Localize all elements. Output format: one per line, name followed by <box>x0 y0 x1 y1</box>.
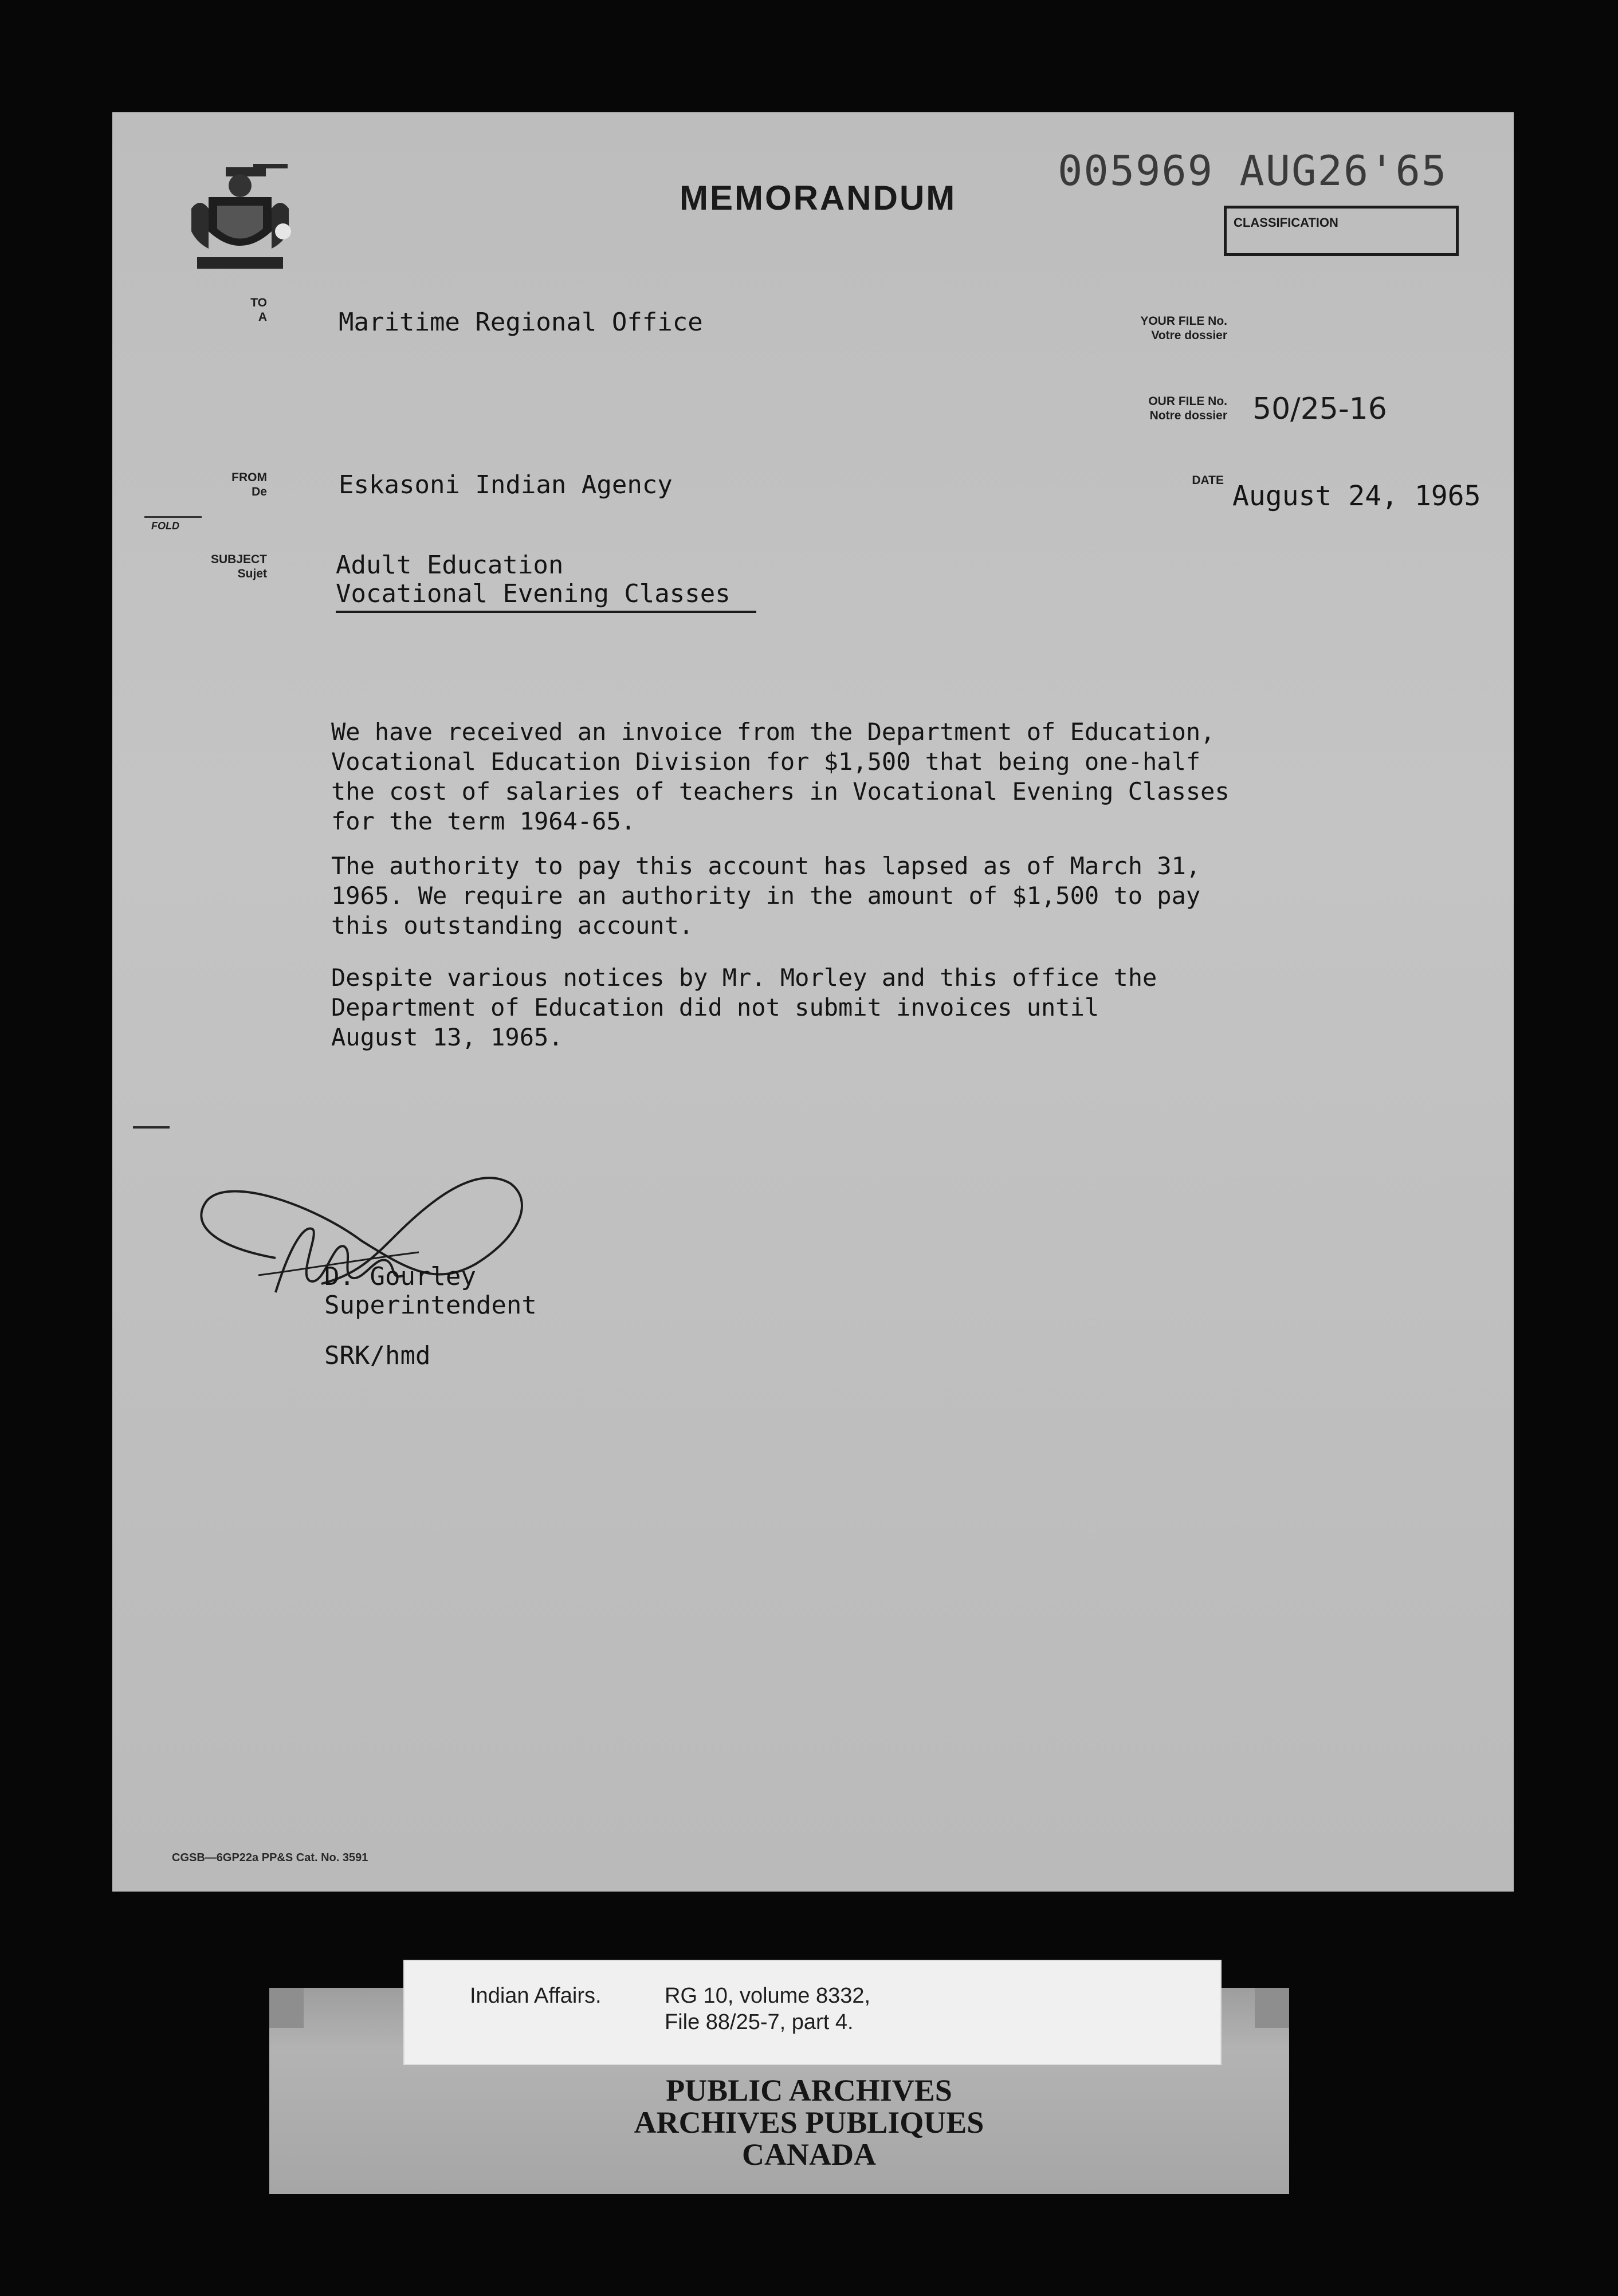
to-label-fr: A <box>258 310 267 324</box>
fold-mark <box>144 516 202 518</box>
margin-dash <box>133 1126 170 1129</box>
from-value: Eskasoni Indian Agency <box>339 470 673 500</box>
signatory-name: D. Gourley <box>324 1262 476 1291</box>
archive-fonds: Indian Affairs. <box>470 1984 602 2008</box>
your-file-label-fr: Votre dossier <box>1151 329 1227 342</box>
subject-label <box>204 552 267 581</box>
body-paragraph-1: We have received an invoice from the Department of Education, Vocational Education Division for $1,500 that being one-half the cost of salaries of teachers in Vocational Evening Classes for the term 1964-65. <box>331 718 1230 835</box>
to-label-en: TO <box>250 296 267 309</box>
catalogue-number: CGSB—6GP22a PP&S Cat. No. 3591 <box>172 1851 368 1864</box>
from-label-fr: De <box>252 485 267 498</box>
our-file-label-fr: Notre dossier <box>1149 409 1227 422</box>
your-file-label-en: YOUR FILE No. <box>1140 314 1227 328</box>
subject-line-1: Adult Education <box>336 551 564 580</box>
body-paragraph-2: The authority to pay this account has lapsed as of March 31, 1965. We require an authority in the amount of $1,500 to pay this outstanding account. <box>331 852 1201 939</box>
from-label <box>215 470 267 499</box>
subject-label-en: SUBJECT <box>210 553 267 566</box>
archive-ref-line-1: RG 10, volume 8332, <box>665 1984 871 2008</box>
date-value: August 24, 1965 <box>1232 480 1481 512</box>
archive-ref-line-2: File 88/25-7, part 4. <box>665 2010 854 2034</box>
page-title: MEMORANDUM <box>680 179 957 217</box>
coat-of-arms-icon <box>186 163 294 277</box>
our-file-value: 50/25-16 <box>1252 392 1387 426</box>
your-file-label <box>1086 314 1227 343</box>
archive-name-line-3: CANADA <box>742 2137 876 2172</box>
memo-page <box>112 112 1514 1892</box>
from-label-en: FROM <box>231 471 267 484</box>
to-label <box>233 296 267 324</box>
date-label: DATE <box>1192 474 1224 487</box>
our-file-label-en: OUR FILE No. <box>1148 395 1227 408</box>
classification-label: CLASSIFICATION <box>1234 215 1338 230</box>
archive-name-line-1: PUBLIC ARCHIVES <box>666 2073 952 2108</box>
subject-label-fr: Sujet <box>237 567 267 580</box>
to-value: Maritime Regional Office <box>339 308 703 337</box>
archive-reference-label <box>404 1961 1220 2064</box>
reference-initials: SRK/hmd <box>324 1341 431 1370</box>
archive-name-line-2: ARCHIVES PUBLIQUES <box>634 2105 984 2140</box>
classification-box <box>1224 206 1459 256</box>
our-file-label <box>1086 394 1227 423</box>
received-stamp: 005969 AUG26'65 <box>1058 147 1448 195</box>
body-paragraph-3: Despite various notices by Mr. Morley and this office the Department of Education did not submit invoices until August 13, 1965. <box>331 964 1157 1051</box>
subject-line-2: Vocational Evening Classes <box>336 579 731 608</box>
fold-label: FOLD <box>151 520 179 532</box>
subject-underline <box>336 611 756 613</box>
signatory-title: Superintendent <box>324 1291 537 1320</box>
